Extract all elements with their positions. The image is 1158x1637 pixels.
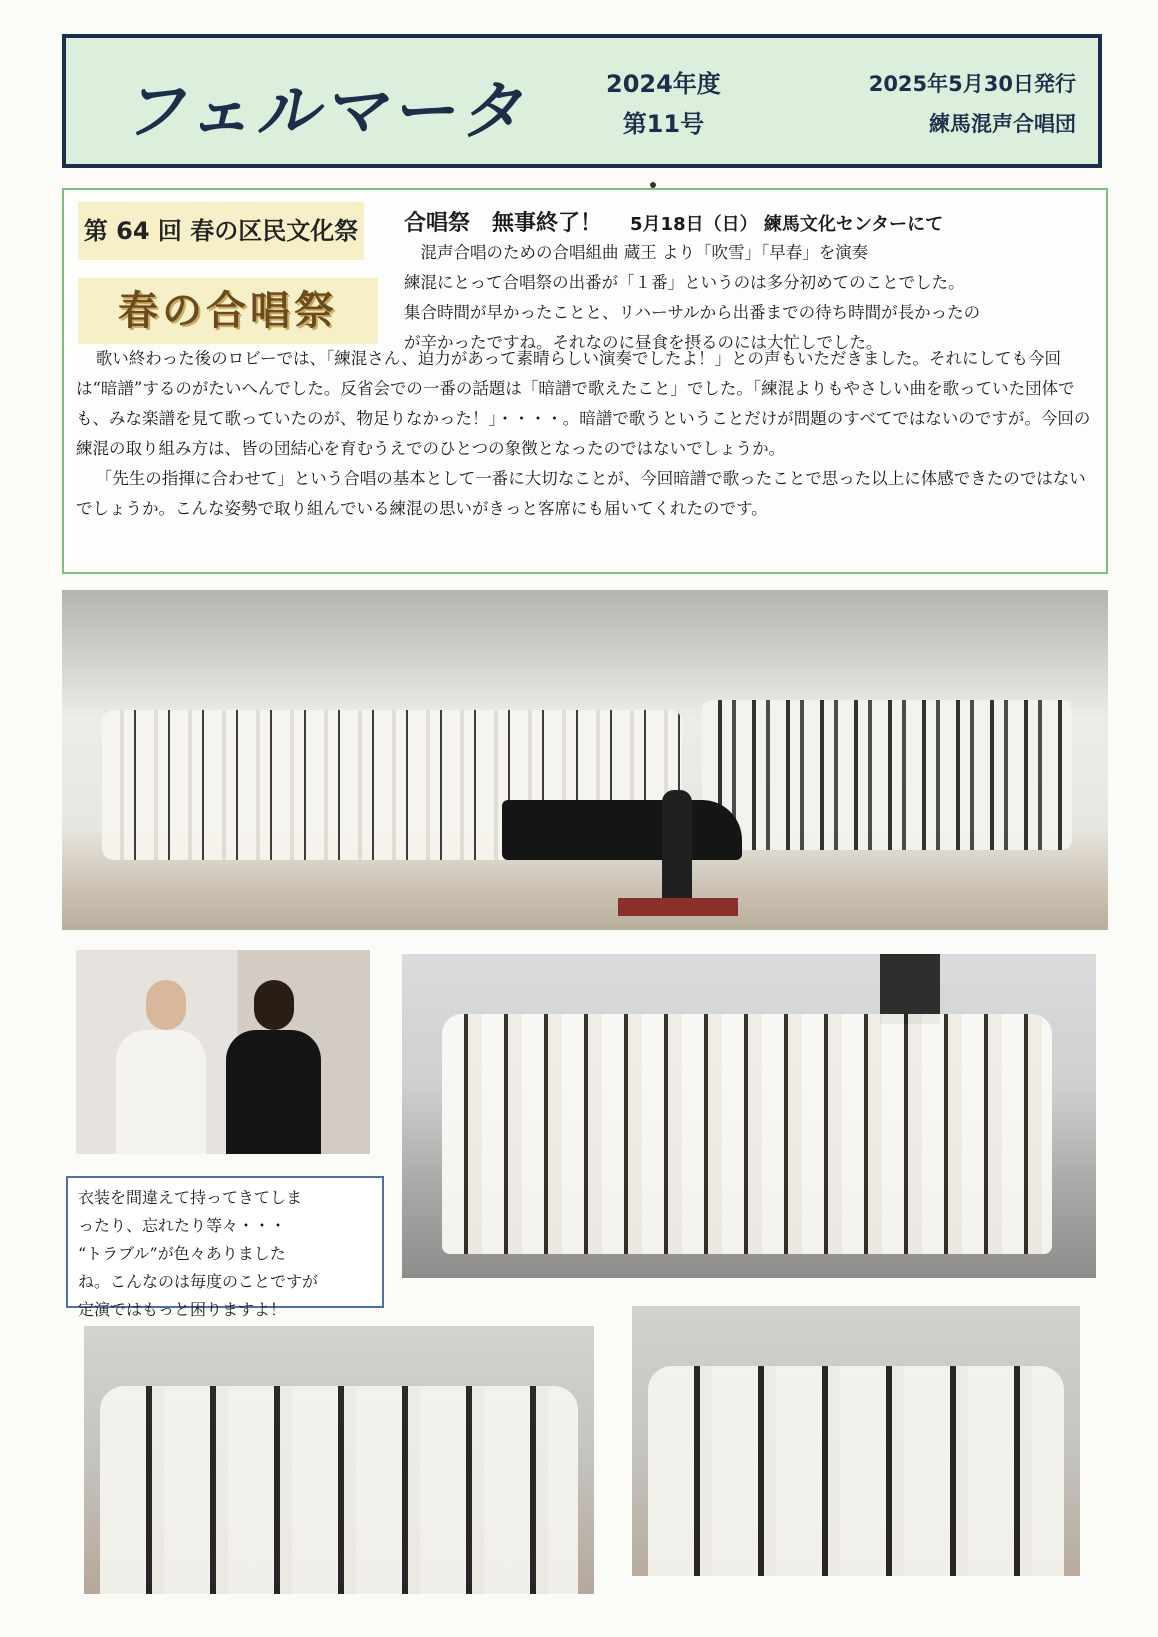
- intro-line: 練混にとって合唱祭の出番が「１番」というのは多分初めてのことでした。: [404, 273, 965, 292]
- issue-number: 第11号: [622, 110, 705, 138]
- caption-line: ね。こんなのは毎度のことですが: [78, 1272, 319, 1291]
- photo-women-group: [442, 1014, 1052, 1254]
- organization-name: 練馬混声合唱団: [929, 112, 1076, 136]
- caption-line: “トラブル”が色々ありました: [78, 1244, 286, 1263]
- photo-person-black: [226, 1030, 321, 1154]
- photo-caption-box: [66, 1176, 384, 1319]
- article-headline: [404, 206, 943, 237]
- photo-men-section: [702, 700, 1072, 850]
- event-name-badge: 春の合唱祭: [78, 278, 378, 344]
- caption-line: 衣装を間違えて持ってきてしま: [78, 1188, 303, 1207]
- two-people-photo: [76, 950, 370, 1154]
- event-badge: 第 64 回 春の区民文化祭: [78, 202, 364, 260]
- photo-person-head: [146, 980, 186, 1030]
- photo-piano: [502, 800, 742, 860]
- newsletter-header: [62, 34, 1102, 168]
- publisher-info: [826, 64, 1076, 144]
- stage-performance-photo: [62, 590, 1108, 930]
- body-paragraph: 歌い終わった後のロビーでは、「練混さん、迫力があって素晴らしい演奏でしたよ！」との声もいただきました。それにしても今回は“暗譜”するのがたいへんでした。反省会での一番の話題は「暗譜で歌えたこと」でした。「練混よりもやさしい曲を歌っていた団体でも、みな楽譜を見て歌っていたのが、物足りなかった！」・・・・。暗譜で歌うということだけが問題のすべてではないのですが。今回の練混の取り組み方は、皆の団結心を育むうえでのひとつの象徴となったのではないでしょうか。: [76, 349, 1091, 458]
- headline-text: 合唱祭 無事終了！: [404, 211, 603, 236]
- article-intro: [404, 238, 1094, 358]
- article-body: [76, 344, 1100, 524]
- article-box: [62, 188, 1108, 574]
- issue-info: [606, 64, 721, 144]
- intro-line: が辛かったですね。それなのに昼食を摂るのには大忙しでした。: [404, 333, 883, 352]
- body-paragraph: 「先生の指揮に合わせて」という合唱の基本として一番に大切なことが、今回暗譜で歌ったことで思った以上に体感できたのではないでしょうか。こんな姿勢で取り組んでいる練混の思いがきっと客席にも届いてくれたのです。: [76, 469, 1086, 518]
- publish-date: 2025年5月30日発行: [868, 72, 1076, 96]
- issue-year: 2024年度: [606, 70, 721, 98]
- men-group-photo-2: [632, 1306, 1080, 1576]
- caption-line: ったり、忘れたり等々・・・: [78, 1216, 287, 1235]
- photo-podium: [618, 898, 738, 916]
- intro-line: 集合時間が早かったことと、リハーサルから出番までの待ち時間が長かったの: [404, 303, 981, 322]
- newsletter-title: フェルマータ: [120, 75, 539, 149]
- photo-conductor: [662, 790, 692, 900]
- headline-subtitle: 5月18日（日） 練馬文化センターにて: [630, 214, 944, 235]
- women-group-photo: [402, 954, 1096, 1278]
- photo-men-group: [100, 1386, 578, 1594]
- photo-person-head: [254, 980, 294, 1030]
- caption-line: 定演ではもっと困りますよ！: [78, 1300, 287, 1319]
- photo-person-white: [116, 1030, 206, 1154]
- men-group-photo-1: [84, 1326, 594, 1594]
- photo-men-group: [648, 1366, 1064, 1576]
- intro-line: 混声合唱のための合唱組曲 蔵王 より「吹雪」「早春」を演奏: [404, 243, 869, 262]
